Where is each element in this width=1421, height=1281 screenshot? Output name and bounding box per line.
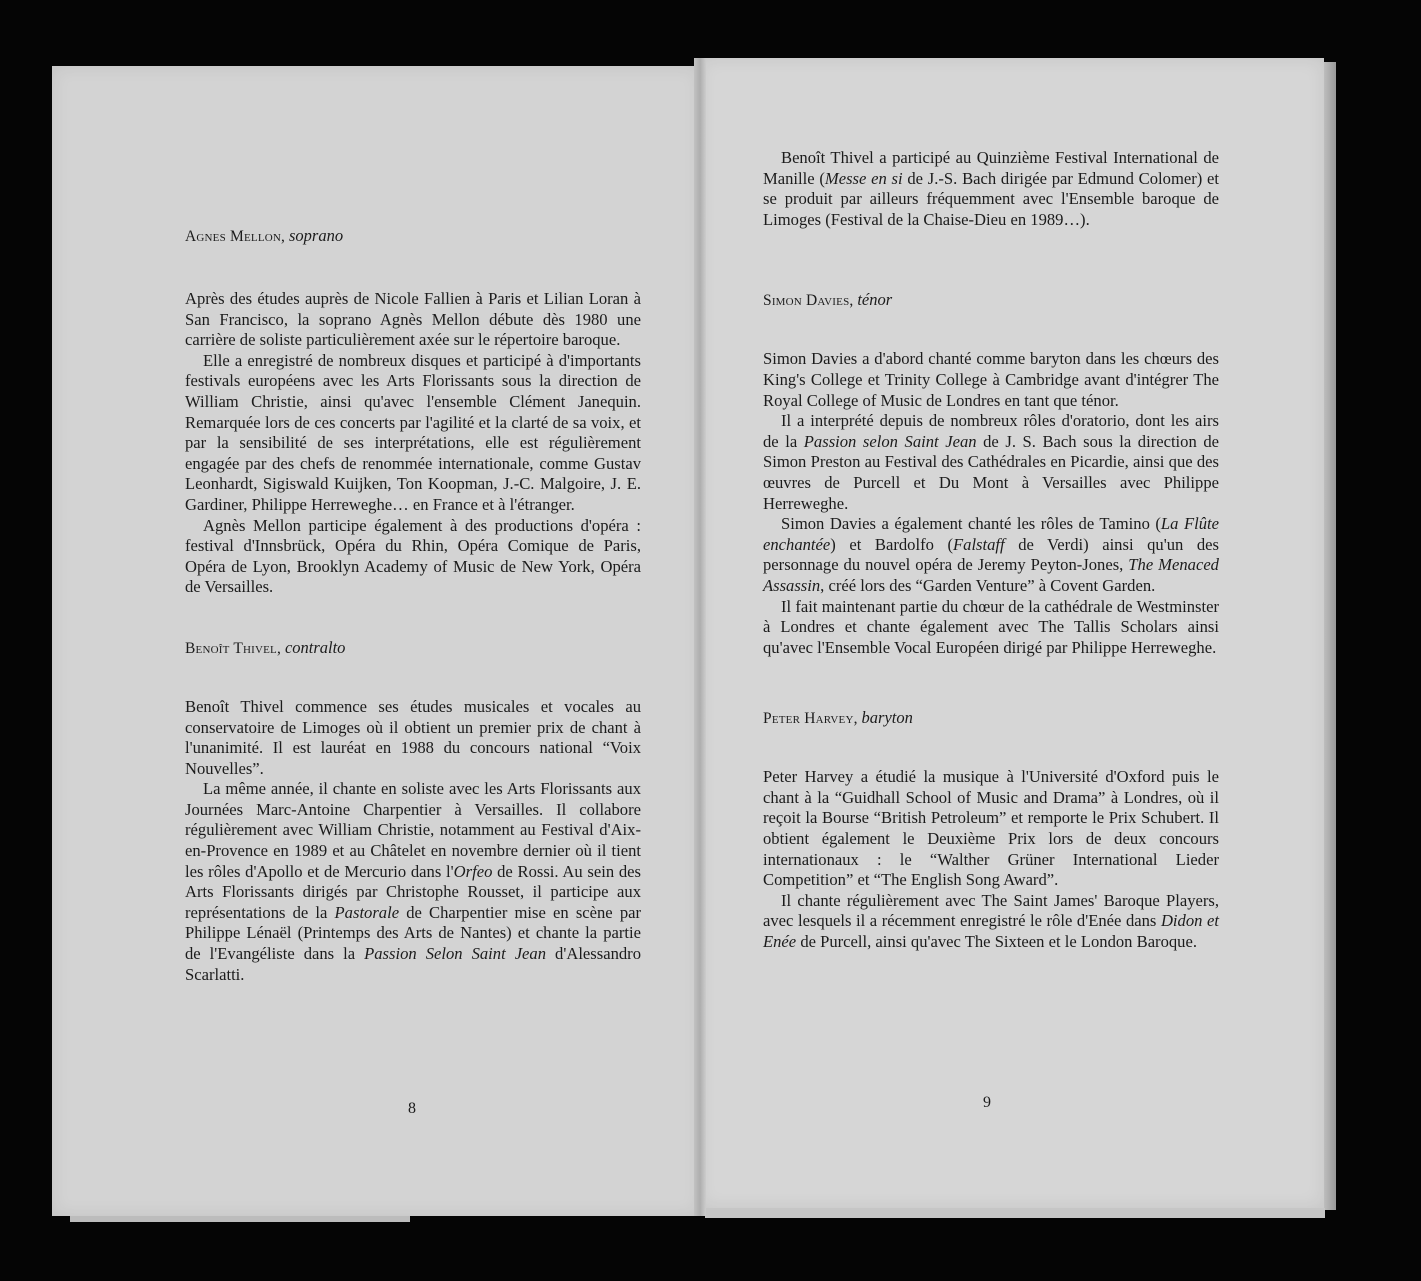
italic-title: The Menaced Assassin [763,555,1219,595]
text-run: ) et Bardolfo ( [830,534,954,554]
text-run: Simon Davies a d'abord chanté comme baryton dans les chœurs des King's College et Trinity College à Cambridge avant d'intégrer The Royal College of Music de Londres en tant que ténor. [763,349,1219,410]
singer-name: Simon Davies, [763,292,854,310]
voice-type: soprano [288,226,344,245]
italic-title: Pastorale [334,902,400,922]
italic-title: Passion selon Saint Jean [803,431,977,451]
page-edge-bottom [705,1208,1325,1218]
page-number-left: 8 [408,1100,416,1117]
bio-benoit-thivel-continued [763,148,1219,230]
section-heading-peter-harvey [763,708,1219,729]
voice-type: baryton [861,708,913,728]
paragraph [763,597,1219,659]
bio-benoit-thivel [185,697,641,985]
paragraph [185,697,641,779]
paragraph [185,351,641,516]
paragraph [763,514,1219,596]
text-run: Après des études auprès de Nicole Fallien à Paris et Lilian Loran à San Francisco, la soprano Agnès Mellon débute dès 1980 une carrière de soliste particulièrement axée sur le répertoire baroque. [185,289,641,350]
paragraph [763,767,1219,891]
singer-name: Agnes Mellon, [185,228,286,245]
italic-title: La Flûte enchantée [763,514,1219,554]
text-run: de Charpentier mise en scène par Philippe Lénaël (Printemps des Arts de Nantes) et chante la partie de l'Evangéliste dans la [185,902,642,964]
text-run: Benoît Thivel commence ses études musicales et vocales au conservatoire de Limoges où il obtient un premier prix de chant à l'unanimité. Il est lauréat en 1988 du concours national “Voix Nouvelles”. [185,696,641,778]
text-run: Elle a enregistré de nombreux disques et participé à d'importants festivals européens avec les Arts Florissants sous la direction de William Christie, ainsi qu'avec l'ensemble Clément Janequin. Remarquée lors de ces concerts par l'agilité et la clarté de sa voix, et par la sensibilité de ses interprétations, elle est régulièrement engagée par des chefs de renommée internationale, comme Gustav Leonhardt, Sigiswald Kuijken, Ton Koopman, J.-C. Malgoire, J. E. Gardiner, Philippe Herreweghe… en France et à l'étranger. [185,350,641,514]
page-number-right: 9 [983,1094,991,1111]
paragraph [763,349,1219,411]
text-run: de J. S. Bach sous la direction de Simon Preston au Festival des Cathédrales en Picardie, ainsi que des œuvres de Purcell et Du Mont à Versailles avec Philippe Herreweghe. [763,431,1220,513]
text-run: Il chante régulièrement avec The Saint James' Baroque Players, avec lesquels il a récemment enregistré le rôle d'Enée dans [763,890,1219,931]
section-heading-simon-davies [763,290,1219,311]
section-heading-benoit-thivel [185,638,641,659]
text-run: de Rossi. Au sein des Arts Florissants dirigés par Christophe Rousset, il participe aux représentations de la [185,861,641,922]
text-run: , créé lors des “Garden Venture” à Covent Garden. [820,575,1156,595]
text-run: Agnès Mellon participe également à des productions d'opéra : festival d'Innsbrück, Opéra du Rhin, Opéra Comique de Paris, Opéra de Lyon, Brooklyn Academy of Music de New York, Opéra de Versailles. [185,515,641,597]
italic-title: Passion Selon Saint Jean [364,944,547,964]
paragraph [185,779,641,985]
italic-title: Orfeo [453,861,493,881]
text-run: Il fait maintenant partie du chœur de la cathédrale de Westminster à Londres et chante également avec The Tallis Scholars ainsi qu'avec l'Ensemble Vocal Européen dirigé par Philippe Herreweghe. [763,596,1219,657]
left-page-column [185,226,641,985]
text-run: d'Alessandro Scarlatti. [185,944,641,984]
paragraph [185,516,641,598]
text-run: Simon Davies a également chanté les rôles de Tamino ( [781,514,1161,534]
bio-simon-davies [763,349,1219,658]
text-run: Benoît Thivel a participé au Quinzième Festival International de Manille ( [763,148,1219,188]
italic-title: Didon et Enée [763,911,1219,952]
bio-peter-harvey [763,767,1219,952]
voice-type: contralto [284,637,346,657]
singer-name: Benoît Thivel, [185,639,282,657]
paragraph [185,289,641,351]
text-run: La même année, il chante en soliste avec les Arts Florissants aux Journées Marc-Antoine Charpentier à Versailles. Il collabore régulièrement avec William Christie, notamment au Festival d'Aix-en-Provence en 1989 et au Châtelet en novembre dernier où il tient les rôles d'Apollo et de Mercurio dans l' [185,779,641,881]
binding-gutter [694,58,706,1216]
italic-title: Messe en si [824,168,903,188]
bio-agnes-mellon [185,289,641,598]
text-run: Peter Harvey a étudié la musique à l'Université d'Oxford puis le chant à la “Guidhall School of Music and Drama” à Londres, où il reçoit la Bourse “British Petroleum” et remporte le Prix Schubert. Il obtient également le Deuxième Prix lors de deux concours internationaux : le “Walther Grüner International Lieder Competition” et “The English Song Award”. [763,767,1219,890]
section-heading-agnes-mellon [185,226,641,247]
text-run: de Verdi) ainsi qu'un des personnage du nouvel opéra de Jeremy Peyton-Jones, [763,534,1219,575]
italic-title: Falstaff [953,534,1005,554]
paragraph [763,891,1219,953]
singer-name: Peter Harvey, [763,710,858,728]
right-page-column [763,148,1219,953]
paragraph [763,148,1219,230]
voice-type: ténor [857,290,893,310]
text-run: Il a interprété depuis de nombreux rôles d'oratorio, dont les airs de la [763,411,1219,451]
paragraph [763,411,1219,514]
page-edge-right [1324,62,1336,1210]
text-run: de Purcell, ainsi qu'avec The Sixteen et le London Baroque. [796,932,1197,952]
text-run: de J.-S. Bach dirigée par Edmund Colomer) et se produit par ailleurs fréquemment avec l'Ensemble baroque de Limoges (Festival de la Chaise-Dieu en 1989…). [763,168,1220,229]
